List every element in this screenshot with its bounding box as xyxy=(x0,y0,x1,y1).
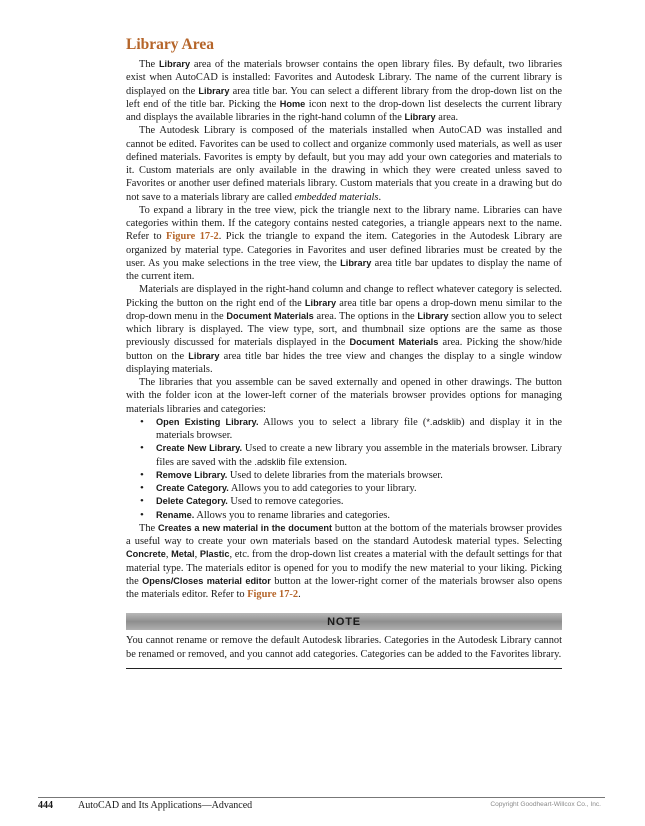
ui-term: Library xyxy=(188,350,220,361)
text: area of the materials browser contains the open library files. By default, two libraries exist when AutoCAD is installed: Favorites and Autodesk Library. The name of the current library is displayed on the xyxy=(126,59,562,97)
text: Used to create a new library you assemble in the materials browser. Library files are saved with the xyxy=(156,443,562,468)
text: The Autodesk Library is composed of the materials installed when AutoCAD was installed and cannot be edited. Favorites can be used to collect and organize commonly used materials, as well as user defined materials. Favorites is empty by default, but you may add your own categories and materials to it. Custom materials are only available in the drawing in which they were created unless saved to Favorites or another user defined materials library. Custom materials that you create in a drawing but do not save to a materials library are called xyxy=(126,125,562,203)
note-text: You cannot rename or remove the default Autodesk libraries. Categories in the Autodesk Library cannot be renamed or removed, and you cannot add categories. Categories can be added to the Favorites library. xyxy=(126,635,562,660)
list-item-term: Create Category. xyxy=(156,483,229,493)
ui-term: Library xyxy=(158,59,191,69)
paragraph-tree-view xyxy=(126,204,562,284)
ui-term: Document Materials xyxy=(349,337,439,348)
ui-term: Library xyxy=(198,85,230,96)
page-footer xyxy=(0,797,645,811)
text: area. xyxy=(435,112,459,123)
ui-term: Home xyxy=(279,98,306,109)
text: , etc. from the drop-down list creates a material with the default settings for that material type. The materials editor is opened for you to modify the new material to your liking. Picking the xyxy=(126,549,562,587)
ui-term: Library xyxy=(304,297,337,308)
text: area title bar hides the tree view and changes the display to a single window displaying materials. xyxy=(126,350,562,375)
ui-term: Concrete xyxy=(126,549,166,560)
list-item xyxy=(144,509,562,522)
list-item xyxy=(144,416,562,443)
emphasis: embedded materials xyxy=(294,191,379,203)
ui-term: Document Materials xyxy=(226,310,314,321)
text: To expand a library in the tree view, pick the triangle next to the library name. Libraries can have categories within them. If the category contains nested categories, a triangle appears next to the name. Refer to xyxy=(126,204,562,243)
text: area. Picking the show/hide button on the xyxy=(126,337,562,362)
page-content xyxy=(126,36,562,669)
note-title: NOTE xyxy=(327,615,361,628)
text: file extension. xyxy=(285,456,348,468)
library-options-list xyxy=(126,416,562,522)
text: ) and display it in the materials browser. xyxy=(156,416,563,441)
text: area title bar updates to display the name of the current item. xyxy=(126,257,562,282)
text: Allows you to add categories to your library. xyxy=(228,483,417,494)
ui-term: Opens/Closes material editor xyxy=(142,575,271,586)
paragraph-materials-display xyxy=(126,283,562,376)
text: Used to remove categories. xyxy=(227,496,344,508)
figure-reference[interactable]: Figure 17-2 xyxy=(247,589,299,600)
text: area title bar opens a drop-down menu similar to the drop-down menu in the xyxy=(126,297,562,322)
text: Allows you to rename libraries and categories. xyxy=(194,509,390,521)
list-item-term: Rename. xyxy=(156,509,195,520)
text: icon next to the drop-down list deselects the current library and displays the available libraries in the right-hand column of the xyxy=(126,98,563,123)
text: Used to delete libraries from the materials browser. xyxy=(227,469,443,481)
paragraph-saving-libraries: The libraries that you assemble can be saved externally and opened in other drawings. The button with the folder icon at the lower-left corner of the materials browser provides options for managing materials libraries and categories: xyxy=(126,377,562,415)
list-item xyxy=(144,482,562,495)
ui-term: Plastic xyxy=(199,549,230,560)
list-item xyxy=(144,442,562,469)
text: Allows you to select a library file ( xyxy=(258,416,427,428)
ui-term: Library xyxy=(417,310,449,321)
text: button at the lower-right corner of the materials browser also opens the materials editor. Refer to xyxy=(126,575,562,600)
copyright-notice: Copyright Goodheart-Willcox Co., Inc. xyxy=(490,801,601,808)
text: button at the bottom of the materials browser provides a useful way to create your own materials based on the standard Autodesk material types. Selecting xyxy=(126,522,562,547)
text: . Pick the triangle to expand the item. Categories in the Autodesk Library are organized by material type. Categories in Favorites and user defined libraries must be created by the user. As you make selections in the tree view, the xyxy=(126,231,563,269)
text: , xyxy=(194,549,200,561)
list-item xyxy=(144,495,562,508)
figure-reference[interactable]: Figure 17-2 xyxy=(166,231,219,243)
ui-term: Creates a new material in the document xyxy=(157,522,333,533)
paragraph-autodesk-library xyxy=(126,124,562,204)
list-item-term: Delete Category. xyxy=(156,496,228,507)
file-extension: *.adsklib xyxy=(426,416,462,427)
note-header-bar xyxy=(126,613,562,630)
text: area title bar. You can select a different library from the drop-down list on the left end of the title bar. Picking the xyxy=(126,85,562,110)
text: , xyxy=(165,549,172,561)
list-item-term: Open Existing Library. xyxy=(156,416,259,427)
text: . xyxy=(378,191,382,203)
ui-term: Metal xyxy=(171,549,195,560)
text: area. The options in the xyxy=(313,310,418,322)
page-number: 444 xyxy=(38,800,53,811)
text: section allow you to select which library is displayed. The view type, sort, and thumbnail size options are the same as those previously discussed for materials displayed in the xyxy=(126,310,562,349)
list-item xyxy=(144,469,562,482)
text: . xyxy=(298,589,301,600)
text: Materials are displayed in the right-hand column and change to reflect whatever category is selected. Picking the button on the right end of the xyxy=(126,284,562,309)
list-item-term: Remove Library. xyxy=(156,469,228,480)
paragraph-library-area xyxy=(126,58,562,124)
book-title: AutoCAD and Its Applications—Advanced xyxy=(78,800,253,811)
note-divider xyxy=(126,668,562,669)
ui-term: Library xyxy=(404,112,436,122)
text: The xyxy=(139,522,158,534)
file-extension: .adsklib xyxy=(254,456,286,467)
ui-term: Library xyxy=(340,257,372,268)
paragraph-create-material xyxy=(126,522,562,602)
list-item-term: Create New Library. xyxy=(156,443,243,454)
text: The xyxy=(139,59,159,70)
section-title: Library Area xyxy=(126,36,214,53)
footer-divider xyxy=(38,797,605,798)
